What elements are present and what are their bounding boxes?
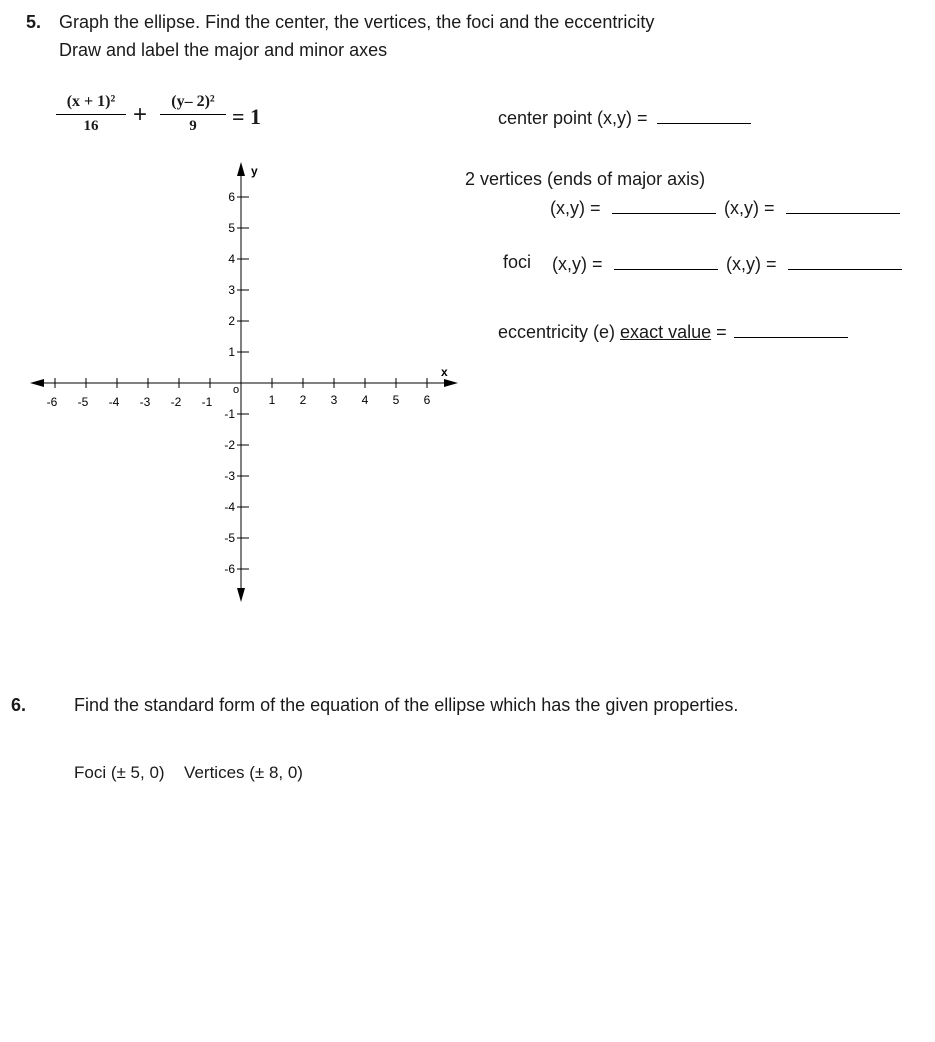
y-axis-down-arrow xyxy=(237,588,245,602)
x-term-denominator: 16 xyxy=(83,118,99,134)
focus-2-label: (x,y) = xyxy=(726,254,777,274)
center-point-label: center point (x,y) = xyxy=(498,108,648,128)
x-axis-left-arrow xyxy=(30,379,44,387)
problem-6-number: 6. xyxy=(11,695,27,715)
y-tick-label: 4 xyxy=(228,252,235,266)
x-tick-label: 5 xyxy=(392,393,400,407)
x-tick-label: 6 xyxy=(423,393,431,407)
x-tick-label: 2 xyxy=(299,393,307,407)
x-tick-label: -1 xyxy=(201,395,213,409)
x-tick-label: -3 xyxy=(139,395,151,409)
x-axis-right-arrow xyxy=(444,379,458,387)
x-tick-label: -2 xyxy=(170,395,182,409)
y-tick-label: -5 xyxy=(224,531,235,545)
problem-6-prompt: Find the standard form of the equation of the ellipse which has the given properties. xyxy=(74,695,739,715)
y-term-numerator: (y– 2)² xyxy=(160,93,226,115)
x-tick-label: 3 xyxy=(330,393,338,407)
y-tick-label: 1 xyxy=(228,345,235,359)
y-tick-label: 2 xyxy=(228,314,235,328)
y-tick-label: -3 xyxy=(224,469,235,483)
x-tick-label: -6 xyxy=(46,395,58,409)
x-tick-label: -5 xyxy=(77,395,89,409)
equals-one: = 1 xyxy=(232,104,262,129)
foci-label: foci xyxy=(503,252,532,272)
x-term-numerator: (x + 1)² xyxy=(56,93,126,115)
y-tick-label: -1 xyxy=(224,407,235,421)
eccentricity-label: eccentricity (e) xyxy=(498,322,616,342)
y-term-denominator: 9 xyxy=(189,118,197,134)
eccentricity-equals: = xyxy=(716,322,727,342)
problem-5-number: 5. xyxy=(26,12,42,32)
y-tick-label: -4 xyxy=(224,500,235,514)
y-tick-label: 5 xyxy=(228,221,235,235)
x-tick-label: 4 xyxy=(361,393,369,407)
problem-5-instruction-line1: Graph the ellipse. Find the center, the vertices, the foci and the eccentricity xyxy=(59,12,655,32)
x-tick-label: -4 xyxy=(108,395,120,409)
x-tick-label: 1 xyxy=(268,393,276,407)
origin-label: o xyxy=(233,384,240,396)
given-foci: Foci (± 5, 0) xyxy=(74,763,165,782)
y-tick-label: 6 xyxy=(228,190,235,204)
y-axis-label: y xyxy=(251,164,258,178)
vertex-2-label: (x,y) = xyxy=(724,198,775,218)
focus-1-label: (x,y) = xyxy=(552,254,603,274)
y-tick-label: -2 xyxy=(224,438,235,452)
plus-sign: + xyxy=(133,101,148,128)
vertex-1-label: (x,y) = xyxy=(550,198,601,218)
x-axis-label: x xyxy=(441,365,448,379)
vertices-heading: 2 vertices (ends of major axis) xyxy=(465,169,706,189)
given-vertices: Vertices (± 8, 0) xyxy=(184,763,303,782)
y-tick-label: 3 xyxy=(228,283,235,297)
problem-5-instruction-line2: Draw and label the major and minor axes xyxy=(59,40,388,60)
problem-6-given xyxy=(74,763,303,783)
exact-value-label: exact value xyxy=(620,322,712,342)
y-axis-up-arrow xyxy=(237,162,245,176)
y-tick-label: -6 xyxy=(224,562,235,576)
